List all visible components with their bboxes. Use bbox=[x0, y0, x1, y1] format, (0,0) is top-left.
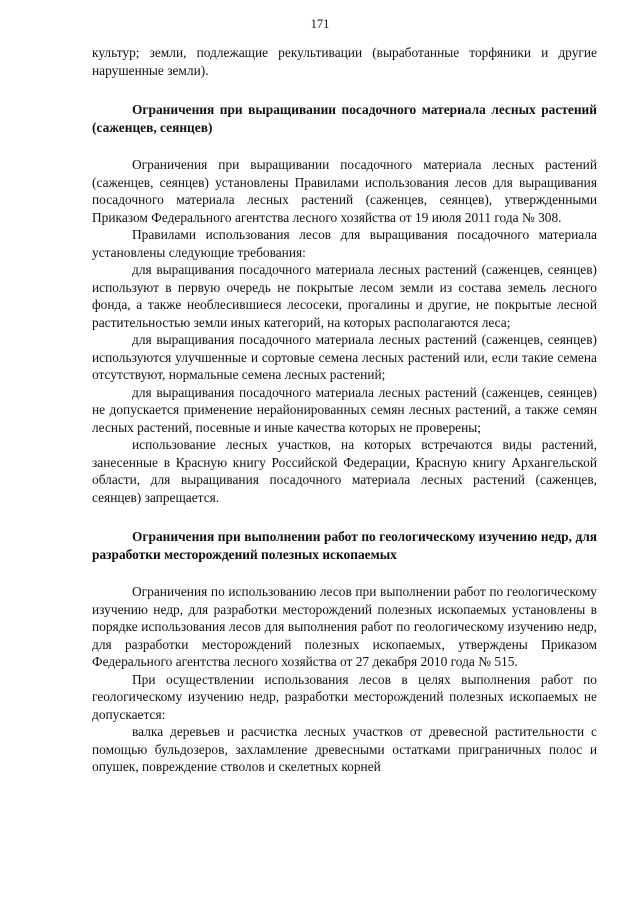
requirement-item: для выращивания посадочного материала лесных растений (саженцев, сеянцев) используют в первую очередь не покрытые лесом земли из состава земель лесного фонда, а также необлесившиеся лесосеки, прогалины и другие, не покрытые лесной растительностью земли иных категорий, на которых располагаются леса; bbox=[92, 262, 597, 330]
page-number: 171 bbox=[310, 17, 330, 31]
intro-continuation: культур; земли, подлежащие рекультивации (выработанные торфяники и другие нарушенные земли). bbox=[92, 45, 597, 78]
requirement-item: для выращивания посадочного материала лесных растений (саженцев, сеянцев) не допускается применение нерайонированных семян лесных растений, а также семян лесных растений, посевные и иные качества которых не проверены; bbox=[92, 384, 597, 435]
requirement-item: для выращивания посадочного материала лесных растений (саженцев, сеянцев) используются улучшенные и сортовые семена лесных растений или, если такие семена отсутствуют, нормальные семена лесных растений; bbox=[92, 332, 597, 382]
document-body bbox=[92, 44, 597, 776]
paragraph: Ограничения по использованию лесов при выполнении работ по геологическому изучению недр, для разработки месторождений полезных ископаемых установлены в порядке использования лесов для выполнения работ по геологическому изучению недр, для разработки месторождений полезных ископаемых, утверждены Приказом Федерального агентства лесного хозяйства от 27 декабря 2010 года № 515. bbox=[92, 584, 597, 669]
section-heading-seedlings: Ограничения при выращивании посадочного материала лесных растений (саженцев, сеянцев) bbox=[92, 102, 597, 135]
section-heading-geology: Ограничения при выполнении работ по геологическому изучению недр, для разработки месторождений полезных ископаемых bbox=[92, 529, 597, 562]
requirement-item: использование лесных участков, на которых встречаются виды растений, занесенные в Красную книгу Российской Федерации, Красную книгу Архангельской области, для выращивания посадочного материала лесных растений (саженцев, сеянцев) запрещается. bbox=[92, 437, 597, 505]
paragraph: Ограничения при выращивании посадочного материала лесных растений (саженцев, сеянцев) установлены Правилами использования лесов для выращивания посадочного материала лесных растений (саженцев, сеянцев), утвержденными Приказом Федерального агентства лесного хозяйства от 19 июля 2011 года № 308. bbox=[92, 157, 597, 225]
paragraph: Правилами использования лесов для выращивания посадочного материала установлены следующие требования: bbox=[92, 227, 597, 260]
paragraph: При осуществлении использования лесов в целях выполнения работ по геологическому изучению недр, разработки месторождений полезных ископаемых не допускается: bbox=[92, 671, 597, 722]
restriction-item: валка деревьев и расчистка лесных участков от древесной растительности с помощью бульдозеров, захламление древесными остатками приграничных полос и опушек, повреждение стволов и скелетных корней bbox=[92, 724, 597, 774]
